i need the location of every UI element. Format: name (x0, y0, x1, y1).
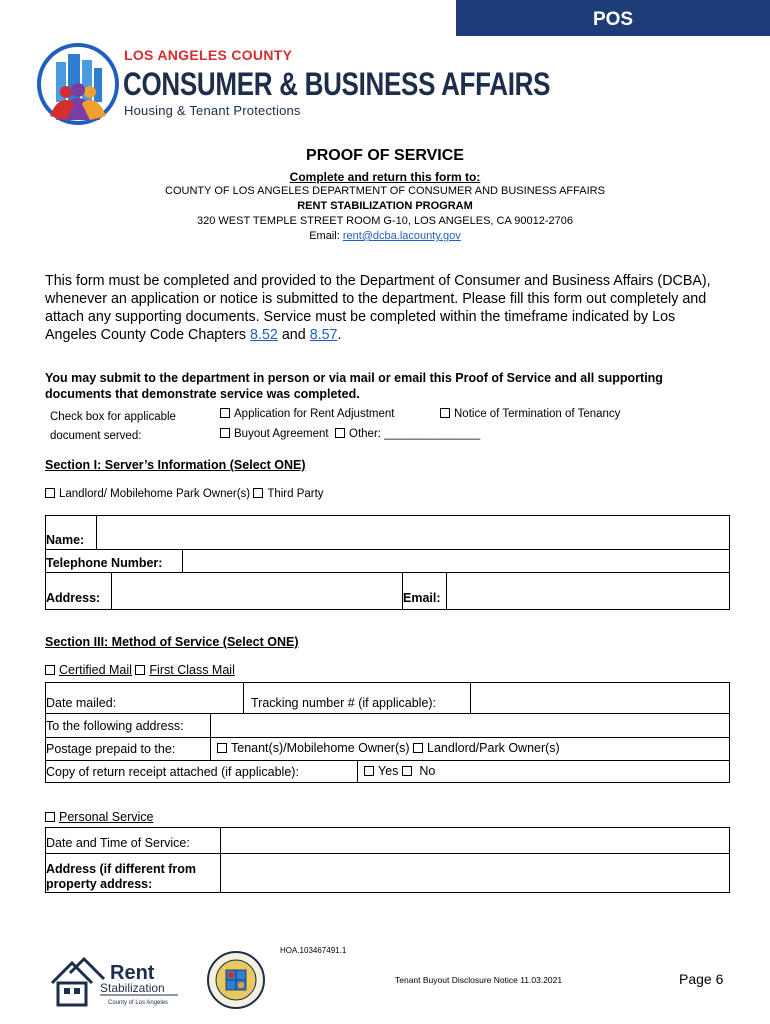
table-line (243, 682, 244, 713)
table-line (446, 572, 447, 609)
address-diff-field[interactable] (222, 855, 728, 891)
page-title: PROOF OF SERVICE (306, 147, 464, 164)
personal-service-label: Personal Service (59, 810, 154, 824)
to-address-label: To the following address: (46, 719, 184, 733)
personal-service-option (45, 810, 154, 824)
rent-adjustment-label: Application for Rent Adjustment (234, 408, 395, 420)
document-id: HOA.103467491.1 (280, 946, 347, 955)
doc-served-label-1: Check box for applicable (50, 411, 176, 423)
table-line (45, 782, 730, 783)
rent-adjustment-checkbox[interactable] (220, 408, 230, 418)
intro-end: . (337, 327, 342, 343)
chapter-8-57-link[interactable]: 8.57 (309, 327, 338, 343)
section-3-heading: Section III: Method of Service (Select ONE) (45, 635, 299, 649)
yes-checkbox[interactable] (364, 766, 374, 776)
address-diff-label-1: Address (if different from (46, 862, 197, 876)
address-field[interactable] (113, 574, 401, 608)
table-line (729, 682, 730, 782)
address-label: Address: (46, 591, 101, 605)
yes-label: Yes (378, 764, 399, 778)
email-label: Email: (403, 591, 441, 605)
address-diff-label-2: property address: (46, 877, 153, 891)
table-line (45, 713, 730, 714)
third-party-label: Third Party (267, 488, 324, 500)
return-email (0, 230, 770, 242)
intro-paragraph (45, 272, 730, 344)
buyout-agreement-label: Buyout Agreement (234, 428, 329, 440)
landlord-checkbox[interactable] (45, 488, 55, 498)
table-line (182, 549, 183, 572)
phone-field[interactable] (184, 551, 728, 571)
intro-and: and (277, 327, 310, 343)
section-1-heading: Section I: Server’s Information (Select ONE) (45, 458, 306, 472)
table-line (210, 713, 211, 760)
table-line (96, 515, 97, 549)
postage-options (217, 741, 560, 755)
phone-label: Telephone Number: (46, 556, 163, 570)
table-line (45, 609, 730, 610)
name-label: Name: (46, 533, 85, 547)
postage-label: Postage prepaid to the: (46, 742, 176, 756)
date-mailed-field[interactable] (126, 684, 242, 712)
tenant-label: Tenant(s)/Mobilehome Owner(s) (231, 741, 410, 755)
personal-service-checkbox[interactable] (45, 812, 55, 822)
rent-logo-line3: County of Los Angeles (108, 1000, 169, 1006)
date-time-label: Date and Time of Service: (46, 836, 190, 850)
chapter-8-52-link[interactable]: 8.52 (250, 327, 278, 343)
landlord-park-checkbox[interactable] (413, 743, 423, 753)
other-checkbox[interactable] (335, 428, 345, 438)
county-seal-icon (206, 950, 266, 1010)
receipt-options (364, 764, 435, 778)
return-email-label: Email: (309, 230, 343, 242)
rent-stabilization-logo-icon (50, 953, 182, 1008)
footer-notice: Tenant Buyout Disclosure Notice 11.03.2021 (395, 975, 563, 985)
termination-notice-option[interactable] (440, 408, 620, 420)
date-mailed-label: Date mailed: (46, 696, 117, 710)
table-line (45, 515, 730, 516)
name-field[interactable] (98, 517, 728, 548)
tenant-checkbox[interactable] (217, 743, 227, 753)
termination-notice-label: Notice of Termination of Tenancy (454, 408, 621, 420)
table-line (45, 827, 730, 828)
dcba-logo-icon (36, 42, 120, 126)
table-line (45, 549, 730, 550)
tracking-label: Tracking number # (if applicable): (251, 696, 437, 710)
doc-served-label-2: document served: (50, 430, 142, 442)
return-program: RENT STABILIZATION PROGRAM (297, 200, 473, 212)
landlord-park-label: Landlord/Park Owner(s) (427, 741, 560, 755)
logo-county-text: LOS ANGELES COUNTY (124, 47, 293, 63)
buyout-agreement-checkbox[interactable] (220, 428, 230, 438)
first-class-label: First Class Mail (149, 663, 235, 677)
table-line (357, 760, 358, 782)
table-line (45, 892, 730, 893)
logo-division-text: Housing & Tenant Protections (124, 103, 301, 118)
table-line (111, 572, 112, 609)
page-number: Page 6 (679, 971, 724, 987)
receipt-label: Copy of return receipt attached (if applicable): (46, 765, 299, 779)
return-heading: Complete and return this form to: (289, 170, 481, 184)
logo-dept-text: CONSUMER & BUSINESS AFFAIRS (123, 65, 551, 103)
landlord-label: Landlord/ Mobilehome Park Owner(s) (59, 488, 251, 500)
table-line (45, 853, 730, 854)
form-code-badge: POS (456, 0, 770, 36)
tracking-field[interactable] (472, 684, 728, 712)
submit-note: You may submit to the department in person or via mail or email this Proof of Service and all supporting documents that demonstrate service was completed. (45, 371, 663, 401)
rent-logo-line2: Stabilization (100, 981, 165, 995)
rent-logo-line1: Rent (110, 962, 155, 984)
server-type-options (45, 488, 324, 500)
termination-notice-checkbox[interactable] (440, 408, 450, 418)
date-time-field[interactable] (222, 829, 728, 852)
table-line (220, 827, 221, 892)
email-link[interactable]: rent@dcba.lacounty.gov (342, 230, 461, 242)
no-checkbox[interactable] (402, 766, 412, 776)
first-class-checkbox[interactable] (135, 665, 145, 675)
to-address-field[interactable] (212, 715, 728, 736)
third-party-checkbox[interactable] (253, 488, 263, 498)
certified-mail-label: Certified Mail (59, 663, 132, 677)
email-field[interactable] (448, 574, 728, 608)
mail-method-options (45, 663, 235, 677)
rent-adjustment-option[interactable] (220, 408, 394, 420)
table-line (45, 572, 730, 573)
return-address: 320 WEST TEMPLE STREET ROOM G-10, LOS ANGELES, CA 90012-2706 (197, 215, 573, 227)
table-line (45, 760, 730, 761)
table-line (45, 682, 730, 683)
intro-text: This form must be completed and provided to the Department of Consumer and Business Affairs (DCBA), whenever an application or notice is submitted to the department. Please fill this form out completely and attach any supporting documents. Service must be completed within the timeframe indicated by Los Angeles County Code Chapters (45, 273, 711, 343)
table-line (45, 737, 730, 738)
other-label: Other: _______________ (349, 428, 481, 440)
return-dept: COUNTY OF LOS ANGELES DEPARTMENT OF CONSUMER AND BUSINESS AFFAIRS (165, 185, 605, 197)
table-line (470, 682, 471, 713)
no-label: No (419, 764, 436, 778)
buyout-other-options (220, 428, 480, 440)
certified-mail-checkbox[interactable] (45, 665, 55, 675)
table-line (729, 827, 730, 892)
table-line (729, 515, 730, 609)
